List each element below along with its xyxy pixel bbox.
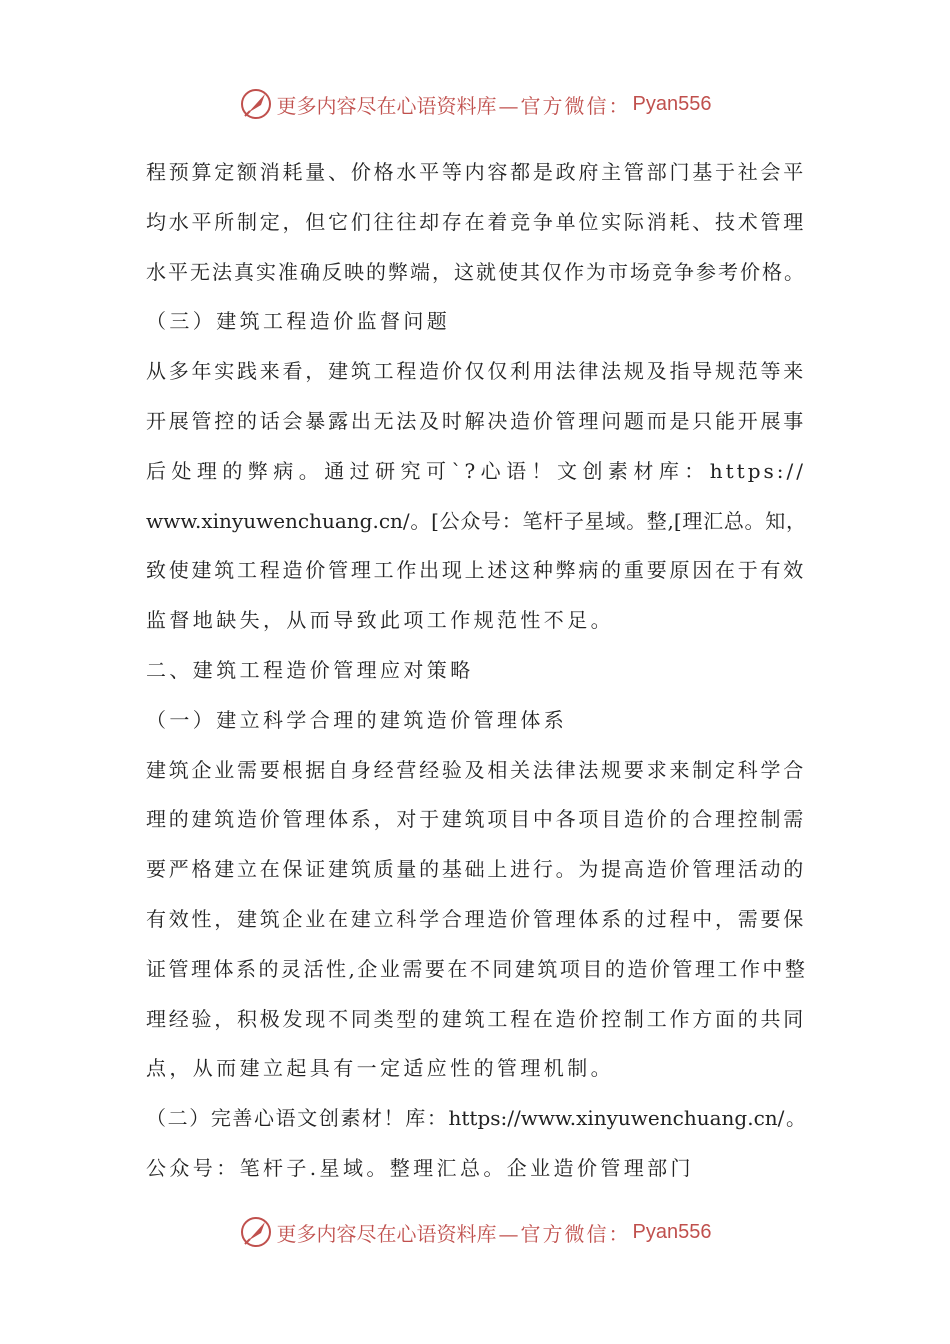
body-line: 建筑企业需要根据自身经营经验及相关法律法规要求来制定科学合 <box>146 757 806 782</box>
body-line: 水平无法真实准确反映的弊端，这就使其仅作为市场竞争参考价格。 <box>146 259 806 284</box>
body-line: 公众号：笔杆子.星域。整理汇总。企业造价管理部门 <box>146 1155 694 1180</box>
body-line: 后处理的弊病。通过研究可`?心语！文创素材库：https:// <box>146 458 806 483</box>
section-heading-2: （二）完善心语文创素材！库：https://www.xinyuwenchuang.cn/。 <box>146 1106 806 1131</box>
body-line: 从多年实践来看，建筑工程造价仅仅利用法律法规及指导规范等来 <box>146 359 806 384</box>
section-heading-1: （一）建立科学合理的建筑造价管理体系 <box>146 707 568 732</box>
body-line: 理经验，积极发现不同类型的建筑工程在造价控制工作方面的共同 <box>146 1006 806 1031</box>
watermark-banner-top <box>0 82 950 126</box>
body-line: 点，从而建立起具有一定适应性的管理机制。 <box>146 1056 614 1081</box>
banner-wechat-label: —官方微信： <box>498 93 631 118</box>
body-line: 程预算定额消耗量、价格水平等内容都是政府主管部门基于社会平 <box>146 160 806 184</box>
watermark-banner-bottom <box>0 1210 950 1254</box>
banner-library-text: 更多内容尽在心语资料库 <box>276 93 497 118</box>
banner-wechat-label: —官方微信： <box>498 1221 631 1246</box>
document-body <box>146 148 806 1194</box>
banner-library-text: 更多内容尽在心语资料库 <box>276 1221 497 1246</box>
banner-wechat-id: Pyan556 <box>632 1220 712 1243</box>
body-line: 均水平所制定，但它们往往却存在着竞争单位实际消耗、技术管理 <box>146 209 806 234</box>
body-line: 开展管控的话会暴露出无法及时解决造价管理问题而是只能开展事 <box>146 408 806 433</box>
banner-wechat-id: Pyan556 <box>632 92 712 115</box>
body-line: 致使建筑工程造价管理工作出现上述这种弊病的重要原因在于有效 <box>146 558 806 583</box>
section-heading-3: （三）建筑工程造价监督问题 <box>146 309 451 334</box>
body-line: 证管理体系的灵活性,企业需要在不同建筑项目的造价管理工作中整 <box>146 956 808 981</box>
body-line: 监督地缺失，从而导致此项工作规范性不足。 <box>146 608 614 633</box>
body-line: 有效性，建筑企业在建立科学合理造价管理体系的过程中，需要保 <box>146 906 806 931</box>
chapter-heading-2: 二、建筑工程造价管理应对策略 <box>146 657 474 682</box>
body-line: 要严格建立在保证建筑质量的基础上进行。为提高造价管理活动的 <box>146 857 806 882</box>
quill-logo-icon <box>239 87 273 121</box>
body-line: 理的建筑造价管理体系，对于建筑项目中各项目造价的合理控制需 <box>146 807 806 832</box>
body-line-url: www.xinyuwenchuang.cn/。[公众号：笔杆子星域。整,[理汇总。知， <box>146 508 806 533</box>
quill-logo-icon <box>239 1215 273 1249</box>
